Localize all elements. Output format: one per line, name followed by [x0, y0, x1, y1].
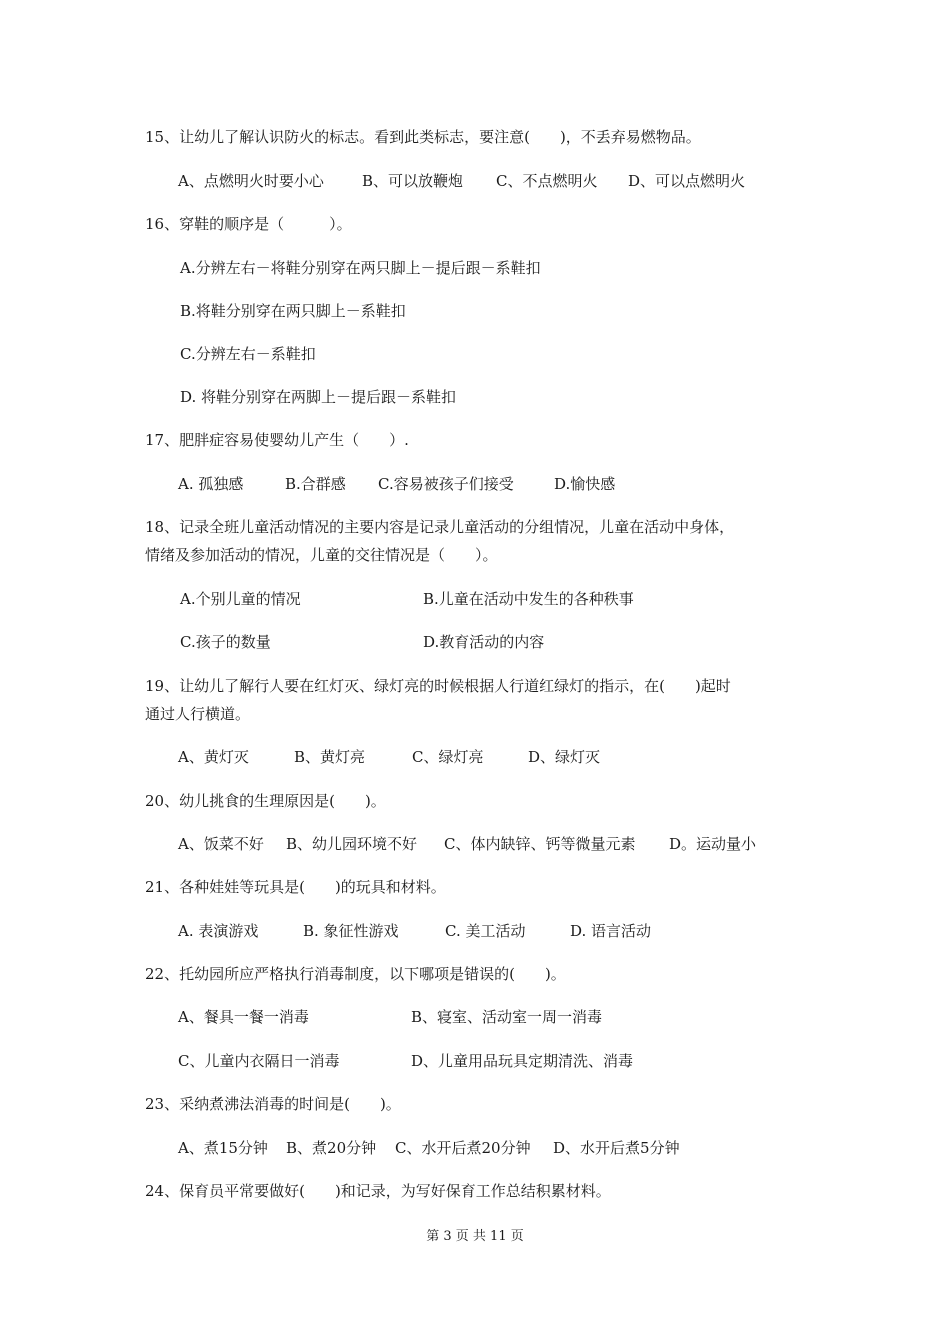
question-19-option-a: A、黄灯灭 — [178, 748, 249, 766]
question-15-option-c: C、不点燃明火 — [496, 172, 598, 190]
question-21-option-b: B. 象征性游戏 — [303, 922, 399, 940]
question-21-option-c: C. 美工活动 — [445, 922, 526, 940]
question-15-option-d: D、可以点燃明火 — [628, 172, 746, 190]
question-23-option-b: B、煮20分钟 — [286, 1139, 377, 1157]
question-19-stem-line-2: 通过人行横道。 — [145, 705, 251, 723]
question-20-option-c: C、体内缺锌、钙等微量元素 — [444, 835, 636, 853]
question-18-option-b: B.儿童在活动中发生的各种秩事 — [423, 590, 634, 608]
question-22-option-d: D、儿童用品玩具定期清洗、消毒 — [411, 1052, 634, 1070]
question-15-option-b: B、可以放鞭炮 — [362, 172, 464, 190]
question-19-option-b: B、黄灯亮 — [294, 748, 366, 766]
question-17-option-d: D.愉快感 — [554, 475, 616, 493]
question-21-stem: 21、各种娃娃等玩具是( )的玩具和材料。 — [145, 878, 446, 896]
question-22-option-b: B、寝室、活动室一周一消毒 — [411, 1008, 603, 1026]
question-23-option-c: C、水开后煮20分钟 — [395, 1139, 531, 1157]
question-21-option-a: A. 表演游戏 — [178, 922, 259, 940]
question-20-stem: 20、幼儿挑食的生理原因是( )。 — [145, 792, 386, 810]
question-17-stem: 17、肥胖症容易使婴幼儿产生（ ）. — [145, 431, 409, 449]
question-17-option-b: B.合群感 — [285, 475, 346, 493]
question-23-stem: 23、采纳煮沸法消毒的时间是( )。 — [145, 1095, 401, 1113]
question-16-option-d: D. 将鞋分别穿在两脚上－提后跟－系鞋扣 — [180, 388, 457, 406]
question-15-option-a: A、点燃明火时要小心 — [178, 172, 324, 190]
question-17-option-a: A. 孤独感 — [178, 475, 244, 493]
question-19-stem-line-1: 19、让幼儿了解行人要在红灯灭、绿灯亮的时候根据人行道红绿灯的指示，在( )起时 — [145, 677, 731, 695]
question-18-stem-line-2: 情绪及参加活动的情况，儿童的交往情况是（ ）。 — [145, 546, 498, 564]
question-23-option-d: D、水开后煮5分钟 — [553, 1139, 680, 1157]
question-16-stem: 16、穿鞋的顺序是（ ）。 — [145, 215, 352, 233]
question-23-option-a: A、煮15分钟 — [178, 1139, 268, 1157]
question-22-option-a: A、餐具一餐一消毒 — [178, 1008, 309, 1026]
question-16-option-c: C.分辨左右－系鞋扣 — [180, 345, 316, 363]
question-22-option-c: C、儿童内衣隔日一消毒 — [178, 1052, 340, 1070]
question-16-option-a: A.分辨左右－将鞋分别穿在两只脚上－提后跟－系鞋扣 — [180, 259, 541, 277]
question-20-option-d: D。运动量小 — [669, 835, 757, 853]
question-19-option-d: D、绿灯灭 — [528, 748, 601, 766]
question-18-option-c: C.孩子的数量 — [180, 633, 271, 651]
question-19-option-c: C、绿灯亮 — [412, 748, 484, 766]
page-footer: 第 3 页 共 11 页 — [426, 1229, 524, 1244]
question-18-option-d: D.教育活动的内容 — [423, 633, 545, 651]
question-22-stem: 22、托幼园所应严格执行消毒制度，以下哪项是错误的( )。 — [145, 965, 566, 983]
question-20-option-b: B、幼儿园环境不好 — [286, 835, 418, 853]
question-18-option-a: A.个别儿童的情况 — [180, 590, 301, 608]
question-24-stem: 24、保育员平常要做好( )和记录，为写好保育工作总结积累材料。 — [145, 1182, 611, 1200]
question-16-option-b: B.将鞋分别穿在两只脚上－系鞋扣 — [180, 302, 406, 320]
question-17-option-c: C.容易被孩子们接受 — [378, 475, 514, 493]
question-15-stem: 15、让幼儿了解认识防火的标志。看到此类标志，要注意( )，不丢弃易燃物品。 — [145, 128, 701, 146]
question-20-option-a: A、饭菜不好 — [178, 835, 264, 853]
question-21-option-d: D. 语言活动 — [570, 922, 652, 940]
question-18-stem-line-1: 18、记录全班儿童活动情况的主要内容是记录儿童活动的分组情况，儿童在活动中身体， — [145, 518, 735, 536]
